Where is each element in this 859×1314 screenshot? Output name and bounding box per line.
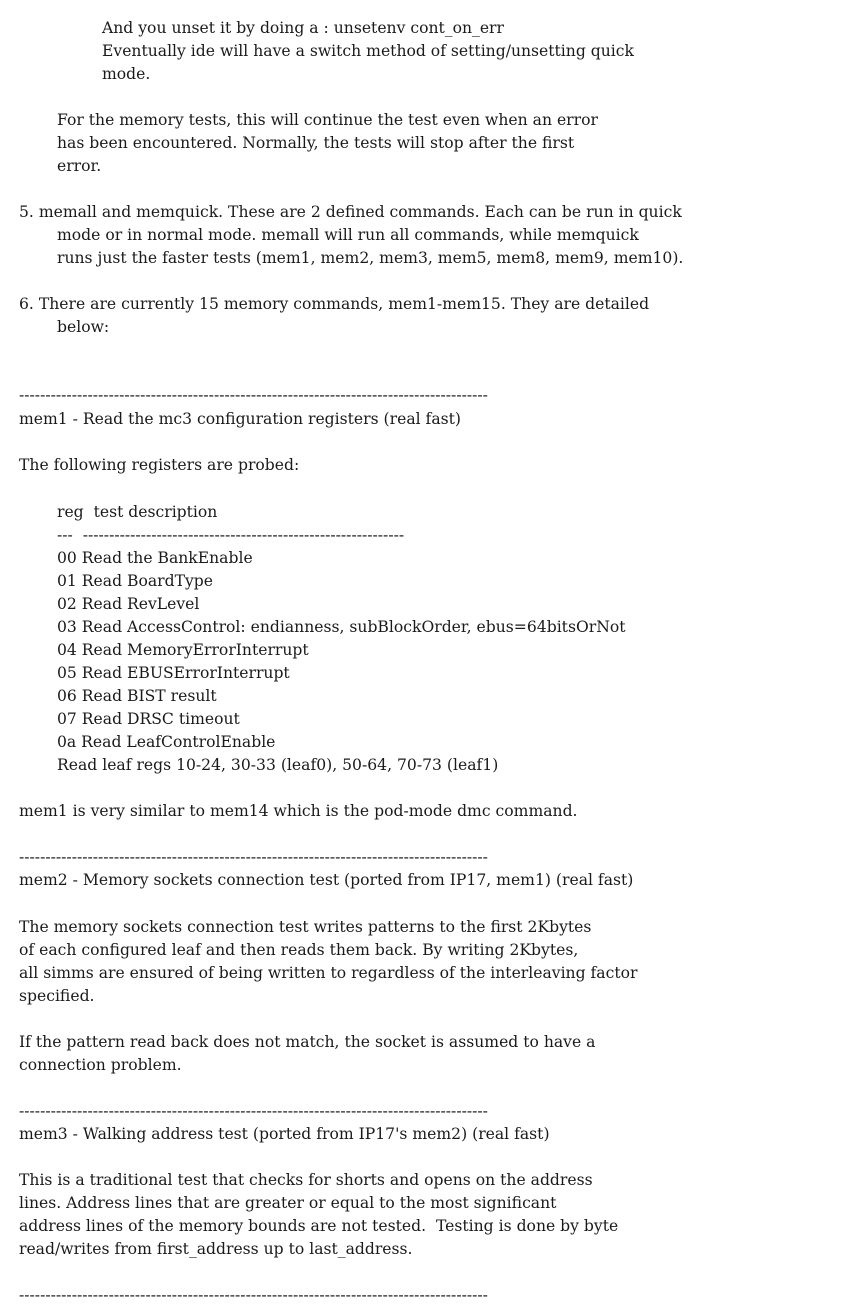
list-item-6: 6. There are currently 15 memory commands, mem1-mem15. They are detailed: [19, 295, 650, 313]
text-line: address lines of the memory bounds are not tested. Testing is done by byte: [19, 1217, 619, 1235]
text-line: connection problem.: [19, 1056, 182, 1074]
text-line: This is a traditional test that checks for shorts and opens on the address: [19, 1171, 593, 1189]
text-line: error.: [57, 157, 102, 175]
separator-line: -----------------------------------------------------------------------------------------: [19, 848, 488, 866]
table-row: 02 Read RevLevel: [57, 595, 200, 613]
table-row: 05 Read EBUSErrorInterrupt: [57, 664, 290, 682]
text-line: mode.: [102, 65, 151, 83]
table-row: 03 Read AccessControl: endianness, subBlockOrder, ebus=64bitsOrNot: [57, 618, 626, 636]
text-line: If the pattern read back does not match, the socket is assumed to have a: [19, 1033, 596, 1051]
text-line: has been encountered. Normally, the tests will stop after the first: [57, 134, 575, 152]
separator-line: -----------------------------------------------------------------------------------------: [19, 1102, 488, 1120]
table-row: 0a Read LeafControlEnable: [57, 733, 276, 751]
text-line: runs just the faster tests (mem1, mem2, mem3, mem5, mem8, mem9, mem10).: [57, 249, 684, 267]
text-line: of each configured leaf and then reads them back. By writing 2Kbytes,: [19, 941, 579, 959]
text-line: The memory sockets connection test writes patterns to the first 2Kbytes: [19, 918, 592, 936]
text-line: below:: [57, 318, 110, 336]
table-row: 00 Read the BankEnable: [57, 549, 253, 567]
text-line: The following registers are probed:: [19, 456, 300, 474]
table-row: 04 Read MemoryErrorInterrupt: [57, 641, 309, 659]
table-row: Read leaf regs 10-24, 30-33 (leaf0), 50-64, 70-73 (leaf1): [57, 756, 499, 774]
text-line: all simms are ensured of being written to regardless of the interleaving factor: [19, 964, 638, 982]
table-row: 01 Read BoardType: [57, 572, 214, 590]
text-line: mem1 is very similar to mem14 which is the pod-mode dmc command.: [19, 802, 578, 820]
table-row: 07 Read DRSC timeout: [57, 710, 240, 728]
text-line: read/writes from first_address up to last_address.: [19, 1240, 413, 1258]
text-line: mode or in normal mode. memall will run all commands, while memquick: [57, 226, 639, 244]
text-line: lines. Address lines that are greater or equal to the most significant: [19, 1194, 557, 1212]
table-header: reg test description: [57, 503, 218, 521]
table-header-rule: --- -------------------------------------------------------------: [57, 526, 405, 544]
separator-line: -----------------------------------------------------------------------------------------: [19, 1286, 488, 1304]
section-heading-mem1: mem1 - Read the mc3 configuration registers (real fast): [19, 410, 461, 428]
separator-line: -----------------------------------------------------------------------------------------: [19, 386, 488, 404]
list-item-5: 5. memall and memquick. These are 2 defined commands. Each can be run in quick: [19, 203, 682, 221]
section-heading-mem3: mem3 - Walking address test (ported from IP17's mem2) (real fast): [19, 1125, 550, 1143]
text-line: And you unset it by doing a : unsetenv cont_on_err: [102, 19, 504, 37]
text-line: For the memory tests, this will continue the test even when an error: [57, 111, 598, 129]
text-line: specified.: [19, 987, 95, 1005]
table-row: 06 Read BIST result: [57, 687, 217, 705]
text-line: Eventually ide will have a switch method of setting/unsetting quick: [102, 42, 634, 60]
section-heading-mem2: mem2 - Memory sockets connection test (ported from IP17, mem1) (real fast): [19, 871, 634, 889]
